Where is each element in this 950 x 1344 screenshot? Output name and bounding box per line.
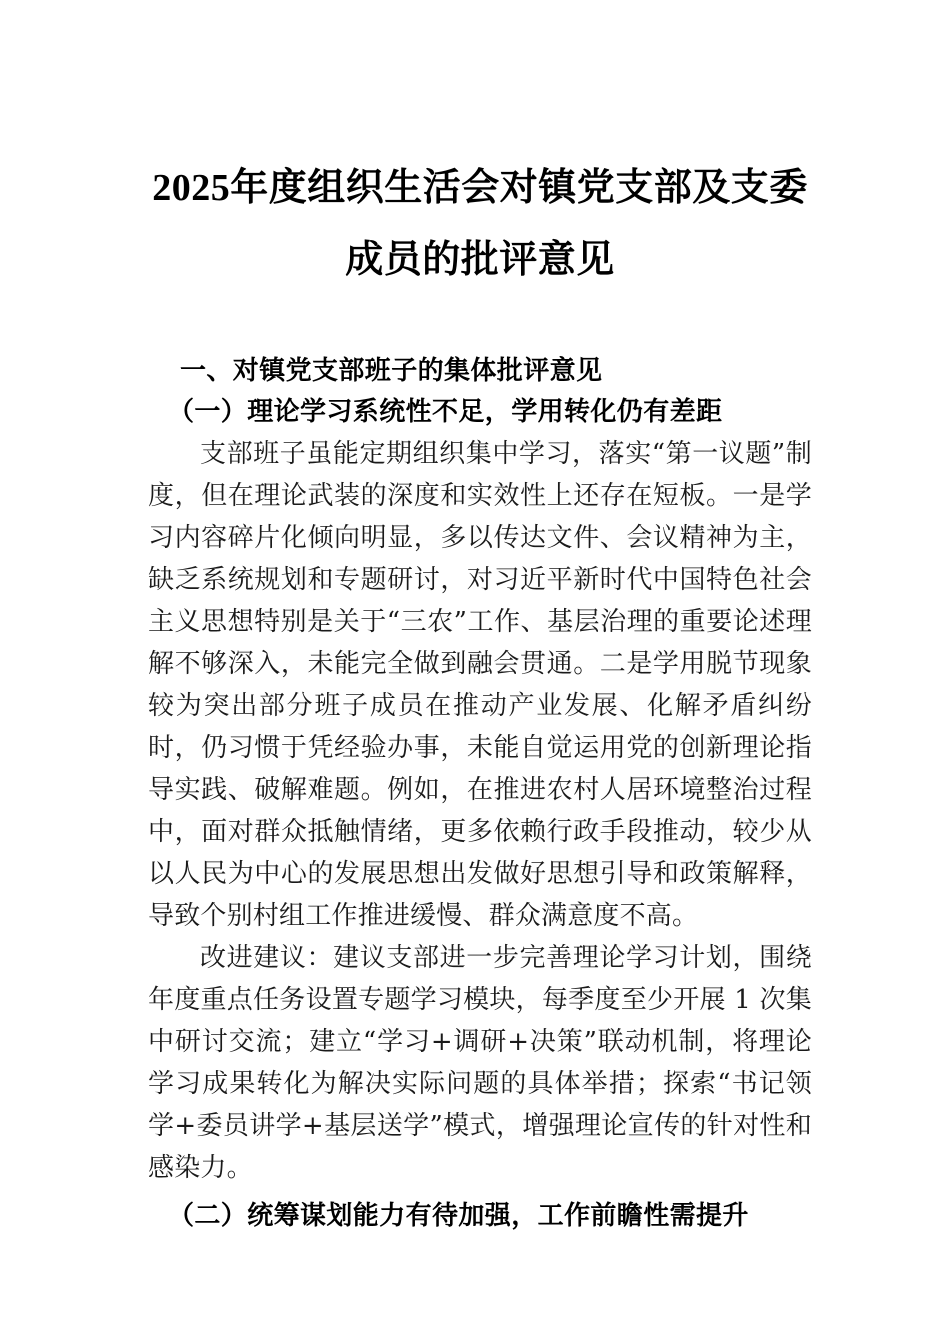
document-content [148, 0, 812, 1237]
paragraph-improvement-suggestion: 改进建议：建议支部进一步完善理论学习计划，围绕年度重点任务设置专题学习模块，每季度至少开展 1 次集中研讨交流；建立“学习+调研+决策”联动机制，将理论学习成果转化为解决实际问题的具体举措；探索“书记领学+委员讲学+基层送学”模式，增强理论宣传的针对性和感染力。 [148, 943, 812, 1183]
paragraph-theory-study: 支部班子虽能定期组织集中学习，落实“第一议题”制度，但在理论武装的深度和实效性上还存在短板。一是学习内容碎片化倾向明显，多以传达文件、会议精神为主，缺乏系统规划和专题研讨，对习近平新时代中国特色社会主义思想特别是关于“三农”工作、基层治理的重要论述理解不够深入，未能完全做到融会贯通。二是学用脱节现象较为突出部分班子成员在推动产业发展、化解矛盾纠纷时，仍习惯于凭经验办事，未能自觉运用党的创新理论指导实践、破解难题。例如，在推进农村人居环境整治过程中，面对群众抵触情绪，更多依赖行政手段推动，较少从以人民为中心的发展思想出发做好思想引导和政策解释，导致个别村组工作推进缓慢、群众满意度不高。 [148, 439, 812, 931]
heading-subsection-one-b: （二）统筹谋划能力有待加强，工作前瞻性需提升 [168, 1201, 749, 1230]
page-title: 2025年度组织生活会对镇党支部及支委成员的批评意见 [152, 167, 808, 281]
heading-section-one: 一、对镇党支部班子的集体批评意见 [180, 355, 603, 385]
heading-subsection-one-a: （一）理论学习系统性不足，学用转化仍有差距 [168, 397, 723, 426]
